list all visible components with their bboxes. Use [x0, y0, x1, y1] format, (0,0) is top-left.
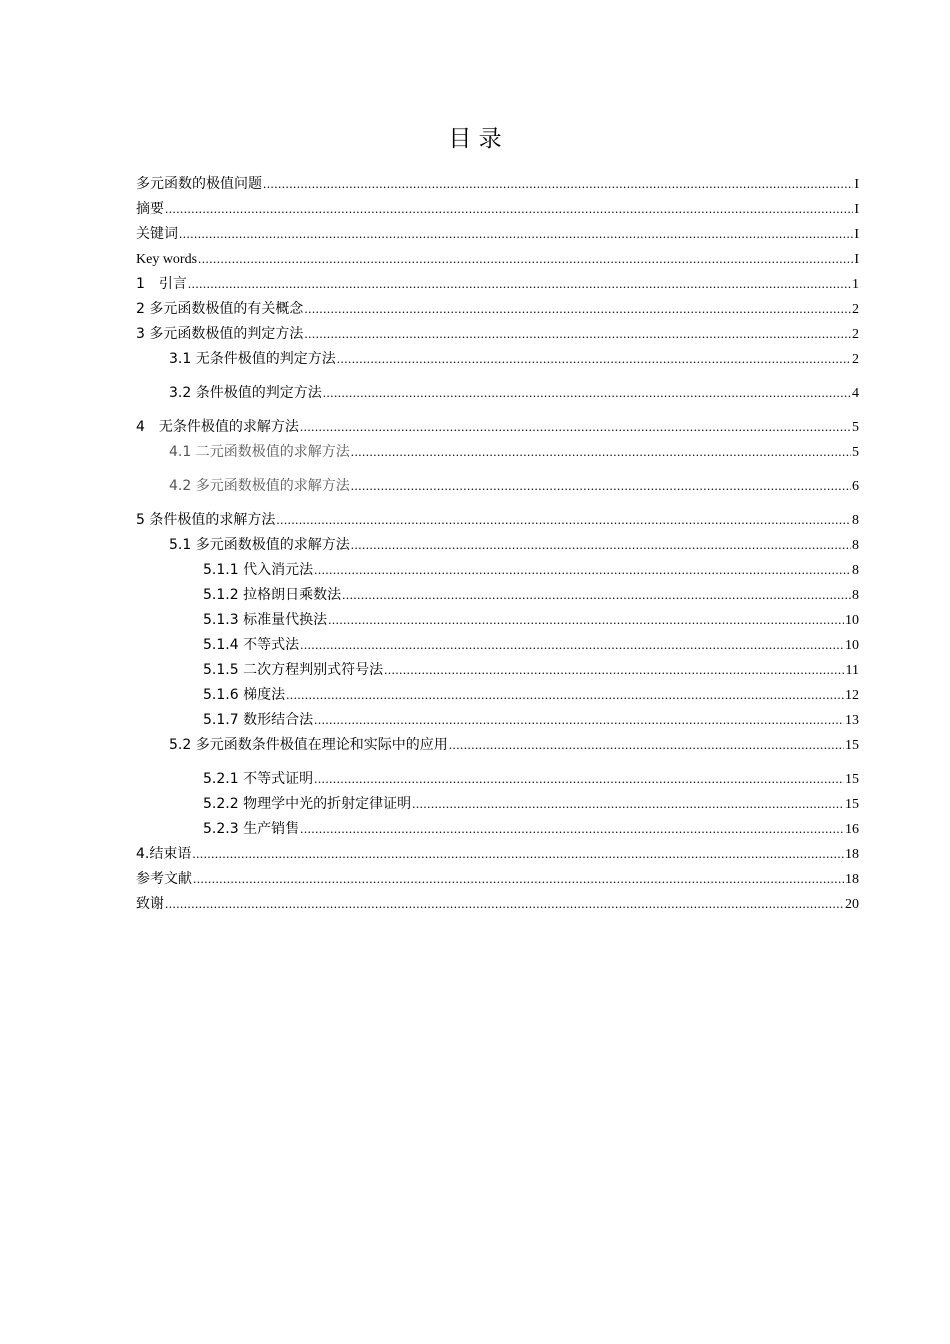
toc-entry[interactable]	[203, 585, 859, 605]
toc-entry-page: 12	[845, 688, 859, 703]
toc-entry-page: 2	[852, 352, 859, 367]
toc-entry-page: 11	[845, 663, 859, 678]
dot-leader	[192, 844, 844, 864]
dot-leader	[286, 685, 844, 705]
toc-entry-label: 5.1.4 不等式法	[203, 637, 300, 653]
toc-entry-label: 5.1.5 二次方程判别式符号法	[203, 662, 384, 678]
toc-entry[interactable]	[136, 199, 859, 219]
toc-entry-label: 5.2.1 不等式证明	[203, 771, 314, 787]
toc-entry-label: 参考文献	[136, 871, 192, 887]
toc-entry-label: 5.1.1 代入消元法	[203, 562, 314, 578]
toc-entry[interactable]	[136, 417, 859, 437]
toc-entry[interactable]	[169, 349, 859, 369]
dot-leader	[449, 735, 844, 755]
toc-entry[interactable]	[203, 794, 859, 814]
toc-entry-label: 5.1 多元函数极值的求解方法	[169, 537, 350, 553]
toc-entry-label: 5.1.7 数形结合法	[203, 712, 314, 728]
toc-entry-label: 3 多元函数极值的判定方法	[136, 326, 304, 342]
toc-entry-label: 1 引言	[136, 276, 187, 292]
toc-entry-label: 5.2.3 生产销售	[203, 821, 300, 837]
toc-entry[interactable]	[203, 660, 859, 680]
toc-entry-label: 5.1.2 拉格朗日乘数法	[203, 587, 342, 603]
toc-entry-page: 10	[845, 638, 859, 653]
toc-entry-page: 5	[852, 420, 859, 435]
dot-leader	[179, 224, 853, 244]
dot-leader	[263, 174, 853, 194]
toc-entry[interactable]	[169, 735, 859, 755]
toc-entry[interactable]	[136, 274, 859, 294]
dot-leader	[342, 585, 851, 605]
toc-entry-page: 15	[845, 797, 859, 812]
toc-entry-page: 8	[852, 513, 859, 528]
dot-leader	[314, 560, 851, 580]
toc-entry-page: 18	[845, 872, 859, 887]
toc-entry-page: 2	[852, 302, 859, 317]
toc-entry[interactable]	[203, 710, 859, 730]
dot-leader	[300, 417, 851, 437]
dot-leader	[351, 476, 851, 496]
dot-leader	[323, 383, 851, 403]
toc-entry-page: 15	[845, 772, 859, 787]
toc-entry[interactable]	[203, 819, 859, 839]
toc-entry[interactable]	[169, 535, 859, 555]
toc-entry-page: I	[854, 227, 859, 242]
dot-leader	[198, 249, 853, 269]
toc-entry-label: 5.2.2 物理学中光的折射定律证明	[203, 796, 412, 812]
toc-entry[interactable]	[169, 442, 859, 462]
toc-entry-page: 20	[845, 897, 859, 912]
toc-entry[interactable]	[203, 635, 859, 655]
toc-entry-label: 2 多元函数极值的有关概念	[136, 301, 304, 317]
dot-leader	[300, 819, 844, 839]
toc-entry-label: 5 条件极值的求解方法	[136, 512, 276, 528]
toc-entry-page: 13	[845, 713, 859, 728]
toc-entry-page: 15	[845, 738, 859, 753]
toc-entry[interactable]	[136, 224, 859, 244]
dot-leader	[314, 769, 844, 789]
toc-entry-label: 5.1.6 梯度法	[203, 687, 286, 703]
dot-leader	[276, 510, 851, 530]
toc-entry-label: 3.1 无条件极值的判定方法	[169, 351, 336, 367]
dot-leader	[337, 349, 851, 369]
toc-entry[interactable]	[136, 249, 859, 269]
toc-entry-label: 4.1 二元函数极值的求解方法	[169, 444, 350, 460]
toc-entry-page: 4	[852, 386, 859, 401]
dot-leader	[314, 710, 844, 730]
toc-entry[interactable]	[203, 560, 859, 580]
dot-leader	[351, 442, 851, 462]
toc-entry[interactable]	[136, 324, 859, 344]
toc-entry[interactable]	[203, 685, 859, 705]
toc-entry-page: 5	[852, 445, 859, 460]
toc-entry-label: 4.2 多元函数极值的求解方法	[169, 478, 350, 494]
toc-entry-label: 多元函数的极值问题	[136, 176, 262, 192]
toc-entry-label: Key words	[136, 252, 198, 267]
toc-entry-page: 10	[845, 613, 859, 628]
toc-entry[interactable]	[136, 299, 859, 319]
toc-entry[interactable]	[203, 610, 859, 630]
toc-entry-page: 18	[845, 847, 859, 862]
toc-entry-label: 致谢	[136, 896, 164, 912]
toc-entry-label: 5.1.3 标准量代换法	[203, 612, 328, 628]
toc-entry-page: I	[854, 202, 859, 217]
toc-entry-page: 8	[852, 588, 859, 603]
toc-entry-page: 6	[852, 479, 859, 494]
dot-leader	[304, 324, 851, 344]
toc-entry-page: 16	[845, 822, 859, 837]
toc-title: 目 录	[448, 126, 502, 152]
toc-entry-page: 8	[852, 538, 859, 553]
toc-entry[interactable]	[169, 476, 859, 496]
toc-entry-page: 2	[852, 327, 859, 342]
dot-leader	[384, 660, 844, 680]
toc-entry-label: 3.2 条件极值的判定方法	[169, 385, 322, 401]
toc-entry[interactable]	[203, 769, 859, 789]
toc-entry[interactable]	[136, 510, 859, 530]
dot-leader	[412, 794, 844, 814]
dot-leader	[300, 635, 844, 655]
toc-entry[interactable]	[136, 869, 859, 889]
toc-entry-label: 4 无条件极值的求解方法	[136, 419, 299, 435]
dot-leader	[304, 299, 851, 319]
dot-leader	[351, 535, 851, 555]
toc-entry-page: I	[854, 177, 859, 192]
toc-entry-page: 1	[852, 277, 859, 292]
dot-leader	[165, 199, 853, 219]
toc-entry-page: 8	[852, 563, 859, 578]
toc-entry[interactable]	[136, 844, 859, 864]
toc-entry-page: I	[854, 252, 859, 267]
toc-entry[interactable]	[136, 894, 859, 914]
toc-entry-label: 5.2 多元函数条件极值在理论和实际中的应用	[169, 737, 448, 753]
toc-entry[interactable]	[136, 174, 859, 194]
dot-leader	[193, 869, 844, 889]
dot-leader	[165, 894, 844, 914]
toc-entry-label: 4.结束语	[136, 846, 192, 862]
toc-entry[interactable]	[169, 383, 859, 403]
dot-leader	[328, 610, 844, 630]
toc-entry-label: 摘要	[136, 201, 164, 217]
toc-entry-label: 关键词	[136, 226, 178, 242]
dot-leader	[188, 274, 851, 294]
